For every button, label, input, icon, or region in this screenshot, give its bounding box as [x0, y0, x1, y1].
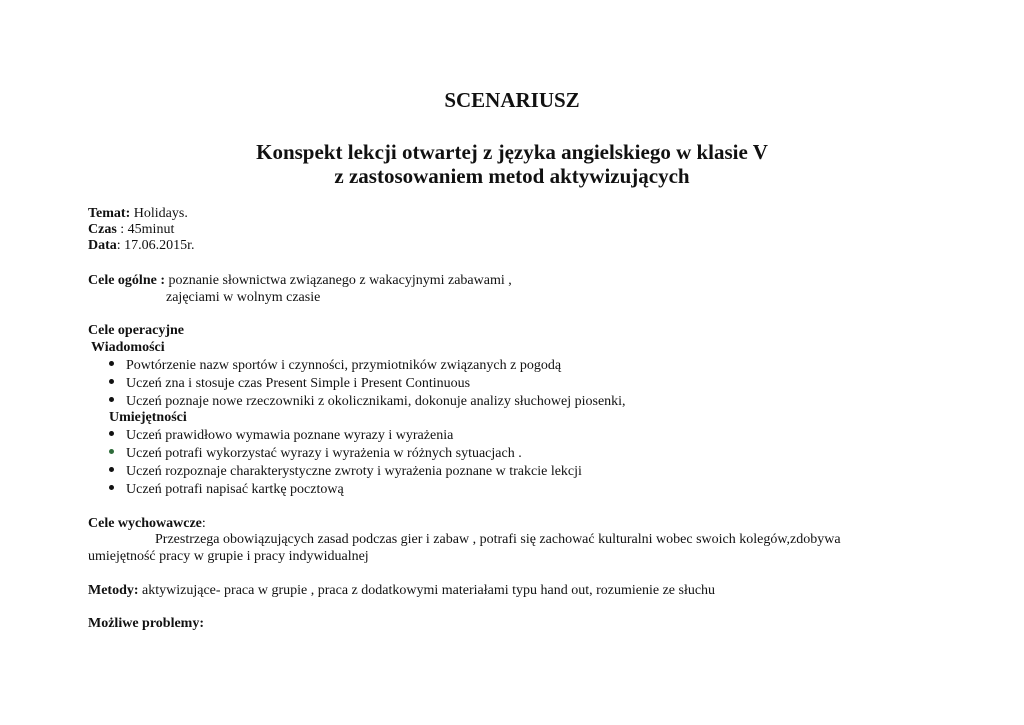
educational-goals-text-2: umiejętność pracy w grupie i pracy indywidualnej [88, 549, 369, 564]
date-label: Data [88, 238, 117, 253]
bullet-icon [109, 467, 114, 472]
bullet-icon [109, 379, 114, 384]
time-value: : 45minut [116, 222, 175, 237]
bullet-icon [109, 485, 114, 490]
possible-problems-heading: Możliwe problemy: [88, 616, 204, 631]
time-label: Czas [88, 222, 117, 237]
knowledge-heading: Wiadomości [91, 340, 165, 355]
educational-goals-text-1: Przestrzega obowiązujących zasad podczas gier i zabaw , potrafi się zachować kulturalni wobec swoich kolegów,zdobywa [155, 532, 841, 547]
methods-line [88, 582, 715, 599]
topic-line [88, 205, 188, 222]
list-item: Uczeń poznaje nowe rzeczowniki z okolicznikami, dokonuje analizy słuchowej piosenki, [109, 393, 626, 410]
time-line [88, 221, 174, 238]
bullet-icon [109, 397, 114, 402]
methods-label: Metody: [88, 583, 139, 598]
skills-heading: Umiejętności [109, 410, 187, 425]
document-title: SCENARIUSZ [444, 88, 580, 112]
educational-goals-colon: : [201, 516, 206, 531]
list-item: Uczeń zna i stosuje czas Present Simple i Present Continuous [109, 375, 470, 392]
date-line [88, 237, 195, 254]
bullet-icon [109, 431, 114, 436]
general-goals-line [88, 272, 512, 289]
bullet-icon [109, 449, 114, 454]
operational-goals-heading: Cele operacyjne [88, 323, 185, 338]
general-goals-value-2: zajęciami w wolnym czasie [166, 290, 321, 305]
topic-value: Holidays. [130, 206, 188, 221]
list-item: Uczeń rozpoznaje charakterystyczne zwroty i wyrażenia poznane w trakcie lekcji [109, 463, 582, 480]
list-item: Uczeń prawidłowo wymawia poznane wyrazy i wyrażenia [109, 427, 453, 444]
date-value: : 17.06.2015r. [116, 238, 195, 253]
list-item: Powtórzenie nazw sportów i czynności, przymiotników związanych z pogodą [109, 357, 561, 374]
general-goals-value-1: poznanie słownictwa związanego z wakacyjnymi zabawami , [164, 273, 512, 288]
list-item: Uczeń potrafi napisać kartkę pocztową [109, 481, 344, 498]
topic-label: Temat: [88, 206, 131, 221]
document-subtitle-line-2: z zastosowaniem metod aktywizujących [334, 164, 690, 188]
general-goals-label: Cele ogólne : [88, 273, 165, 288]
bullet-icon [109, 361, 114, 366]
educational-goals-label: Cele wychowawcze [88, 516, 202, 531]
list-item: Uczeń potrafi wykorzystać wyrazy i wyrażenia w różnych sytuacjach . [109, 445, 522, 462]
document-subtitle-line-1: Konspekt lekcji otwartej z języka angielskiego w klasie V [256, 140, 768, 164]
methods-value: aktywizujące- praca w grupie , praca z dodatkowymi materiałami typu hand out, rozumienie ze słuchu [138, 583, 716, 598]
educational-goals-line [88, 515, 206, 532]
